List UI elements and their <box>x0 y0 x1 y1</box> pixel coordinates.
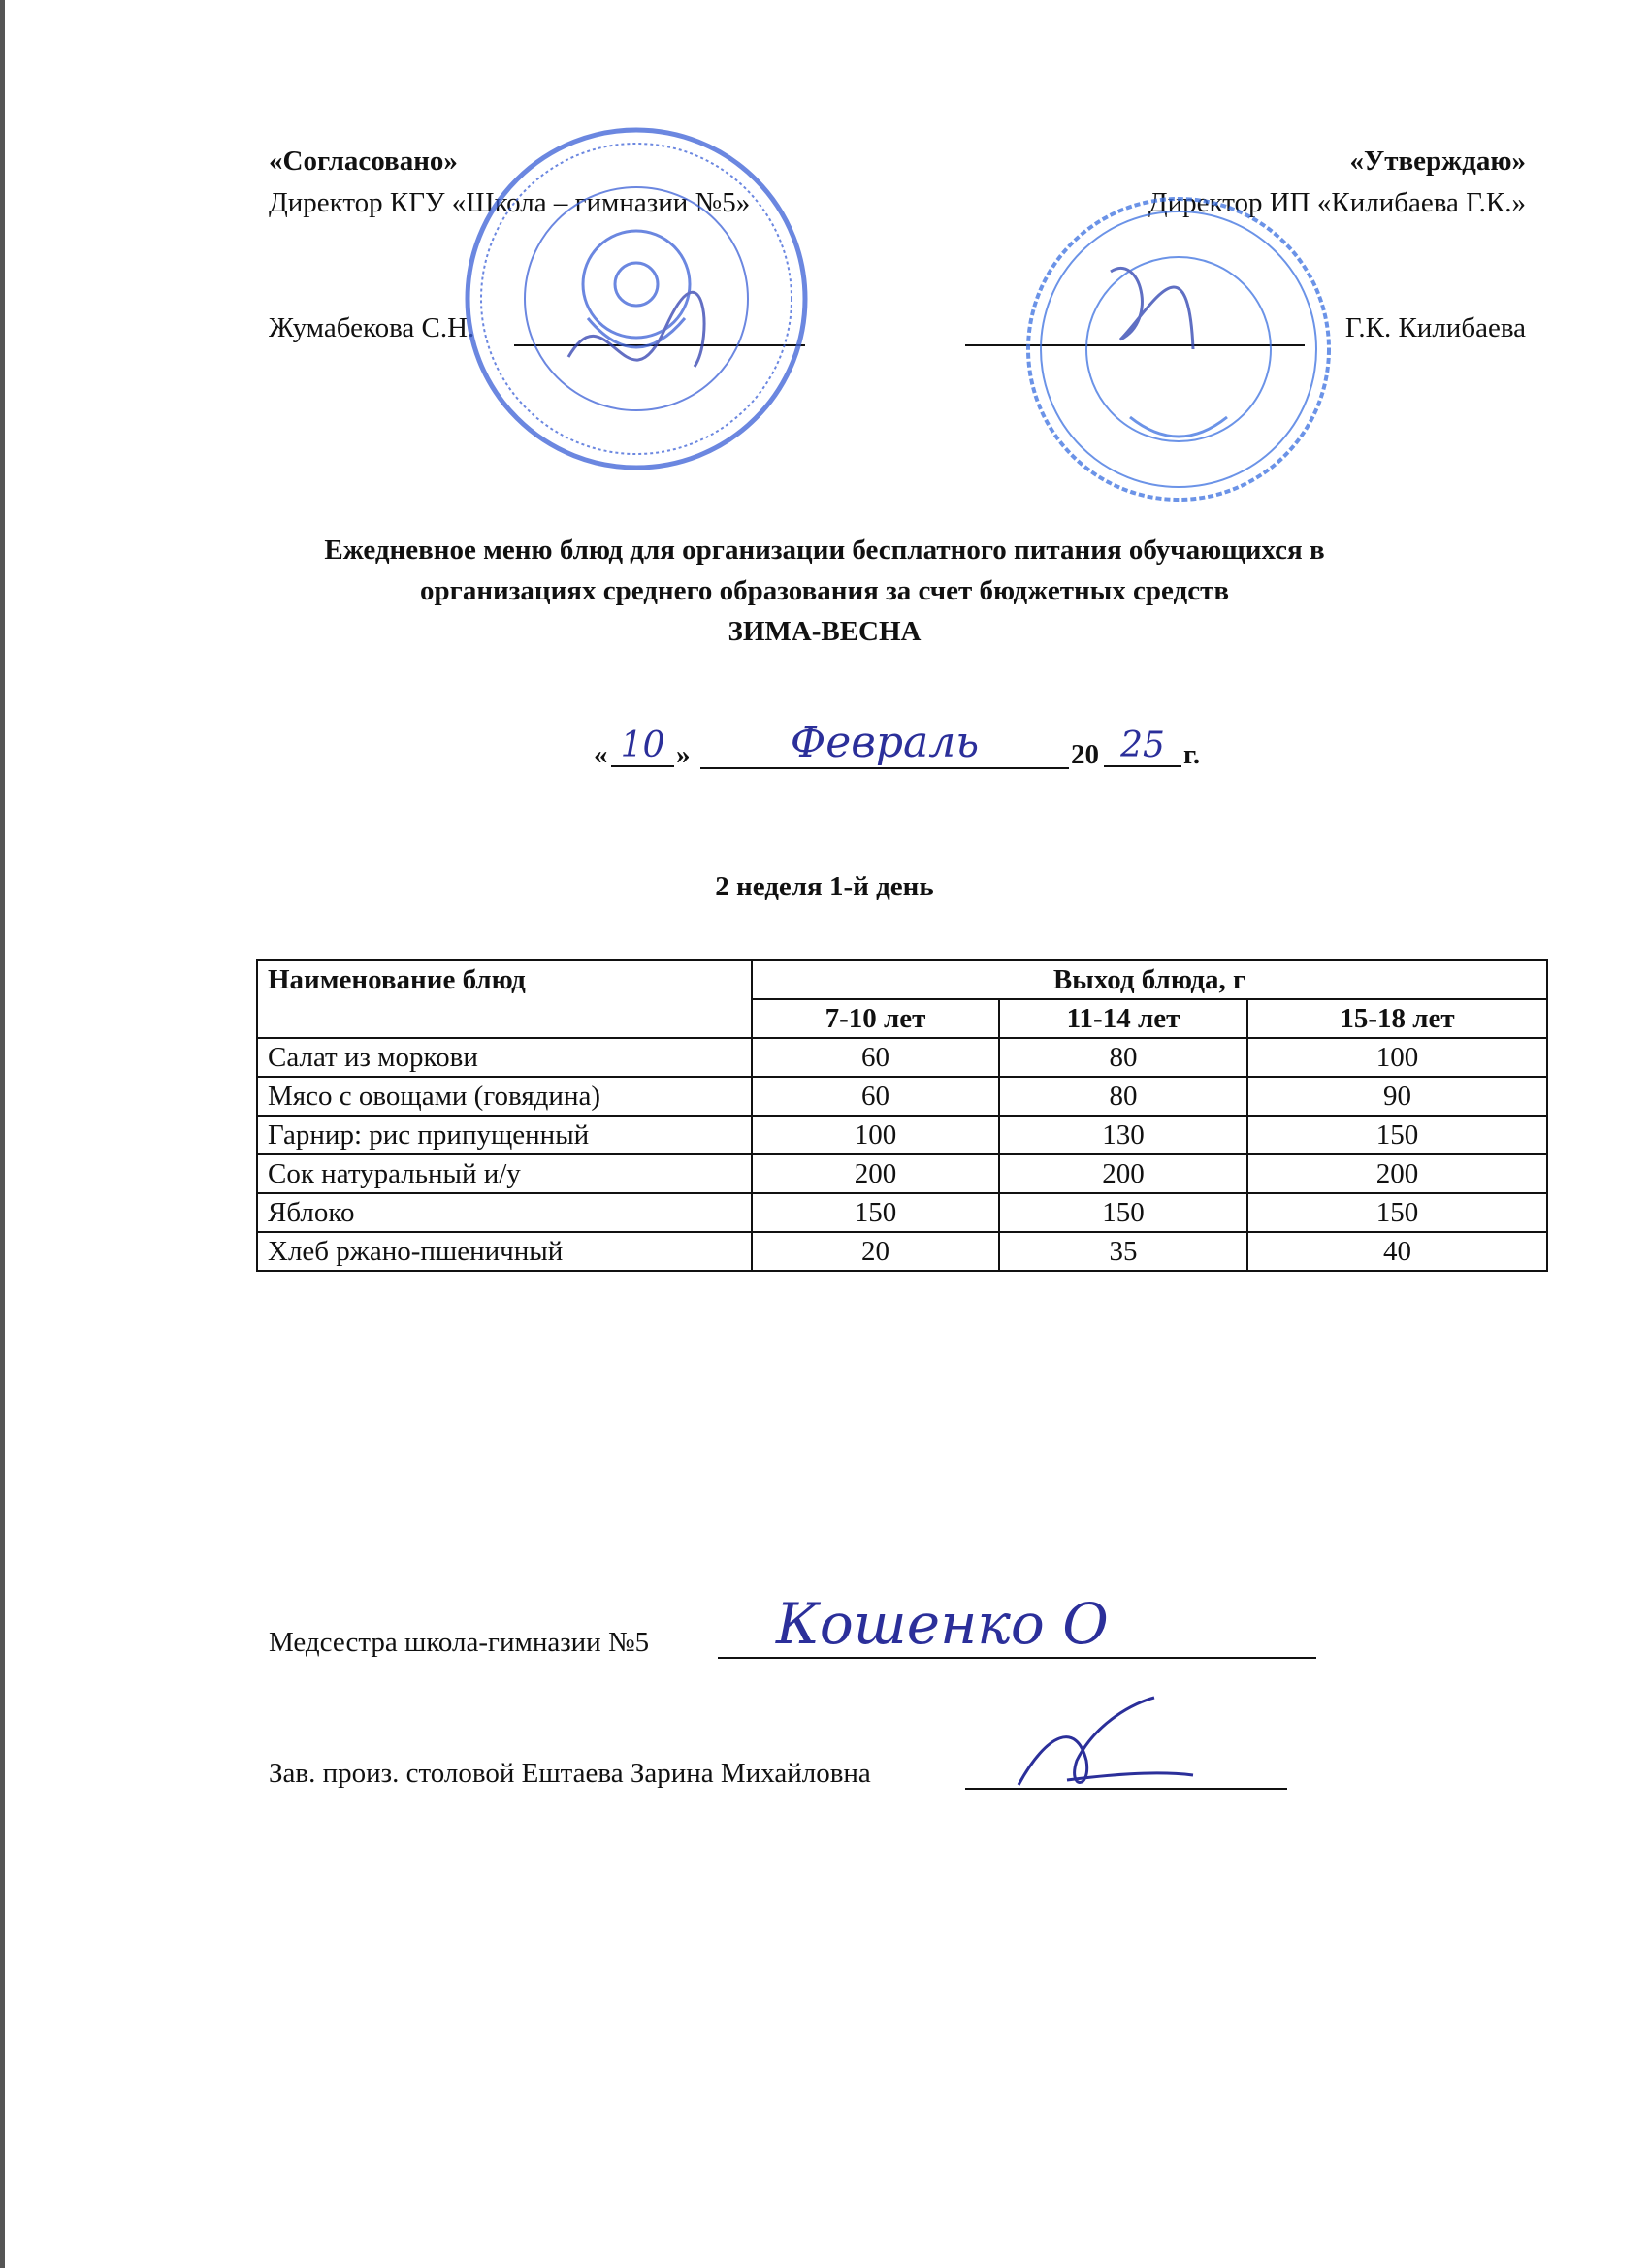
menu-table <box>256 959 1548 1272</box>
date-month: Февраль <box>700 718 1069 769</box>
yield-value: 150 <box>999 1193 1247 1232</box>
table-header-row <box>257 960 1547 999</box>
header-age-3: 15-18 лет <box>1247 999 1547 1038</box>
title-line-1: Ежедневное меню блюд для организации бесплатного питания обучающихся в <box>324 535 1325 566</box>
yield-value: 100 <box>1247 1038 1547 1077</box>
manager-signature <box>1009 1693 1203 1799</box>
nurse-signature-line <box>718 1657 1316 1659</box>
dish-name: Мясо с овощами (говядина) <box>257 1077 752 1116</box>
yield-value: 90 <box>1247 1077 1547 1116</box>
dish-name: Яблоко <box>257 1193 752 1232</box>
date-close-quote: » <box>676 739 691 770</box>
title-line-2: организациях среднего образования за счет бюджетных средств <box>420 575 1229 606</box>
agreed-position: Директор КГУ «Школа – гимназии №5» <box>269 187 751 218</box>
table-row <box>257 1077 1547 1116</box>
header-age-2: 11-14 лет <box>999 999 1247 1038</box>
yield-value: 80 <box>999 1038 1247 1077</box>
scan-edge <box>0 0 5 2268</box>
dish-name: Хлеб ржано-пшеничный <box>257 1232 752 1271</box>
company-stamp <box>1023 194 1334 504</box>
nurse-signature: Кошенко О <box>776 1591 1109 1657</box>
yield-value: 40 <box>1247 1232 1547 1271</box>
table-row <box>257 1232 1547 1271</box>
title-line-3: ЗИМА-ВЕСНА <box>728 616 922 647</box>
yield-value: 100 <box>752 1116 999 1154</box>
table-row <box>257 1116 1547 1154</box>
day-label: 2 неделя 1-й день <box>715 871 934 902</box>
approved-position: Директор ИП «Килибаева Г.К.» <box>1148 187 1526 218</box>
header-age-1: 7-10 лет <box>752 999 999 1038</box>
date-century: 20 <box>1071 739 1099 770</box>
yield-value: 130 <box>999 1116 1247 1154</box>
date-suffix: г. <box>1183 739 1201 770</box>
header-yield: Выход блюда, г <box>752 960 1547 999</box>
yield-value: 200 <box>752 1154 999 1193</box>
table-row <box>257 1038 1547 1077</box>
approved-name: Г.К. Килибаева <box>1344 312 1526 343</box>
yield-value: 35 <box>999 1232 1247 1271</box>
yield-value: 200 <box>1247 1154 1547 1193</box>
agreed-heading: «Согласовано» <box>269 146 458 177</box>
yield-value: 150 <box>1247 1116 1547 1154</box>
school-stamp <box>462 124 811 473</box>
agreed-name: Жумабекова С.Н. <box>269 312 475 343</box>
yield-value: 150 <box>1247 1193 1547 1232</box>
date-open-quote: « <box>594 739 608 770</box>
date-day: 10 <box>611 726 674 767</box>
yield-value: 200 <box>999 1154 1247 1193</box>
dish-name: Салат из моркови <box>257 1038 752 1077</box>
header-dish-name: Наименование блюд <box>257 960 752 1038</box>
yield-value: 150 <box>752 1193 999 1232</box>
approved-heading: «Утверждаю» <box>1349 146 1526 177</box>
document-title <box>0 530 1649 652</box>
yield-value: 80 <box>999 1077 1247 1116</box>
dish-name: Сок натуральный и/у <box>257 1154 752 1193</box>
table-row <box>257 1193 1547 1232</box>
nurse-label: Медсестра школа-гимназии №5 <box>269 1627 650 1658</box>
table-row <box>257 1154 1547 1193</box>
yield-value: 20 <box>752 1232 999 1271</box>
dish-name: Гарнир: рис припущенный <box>257 1116 752 1154</box>
yield-value: 60 <box>752 1077 999 1116</box>
date-year: 25 <box>1104 726 1181 767</box>
manager-label: Зав. произ. столовой Ештаева Зарина Михайловна <box>269 1758 871 1789</box>
yield-value: 60 <box>752 1038 999 1077</box>
